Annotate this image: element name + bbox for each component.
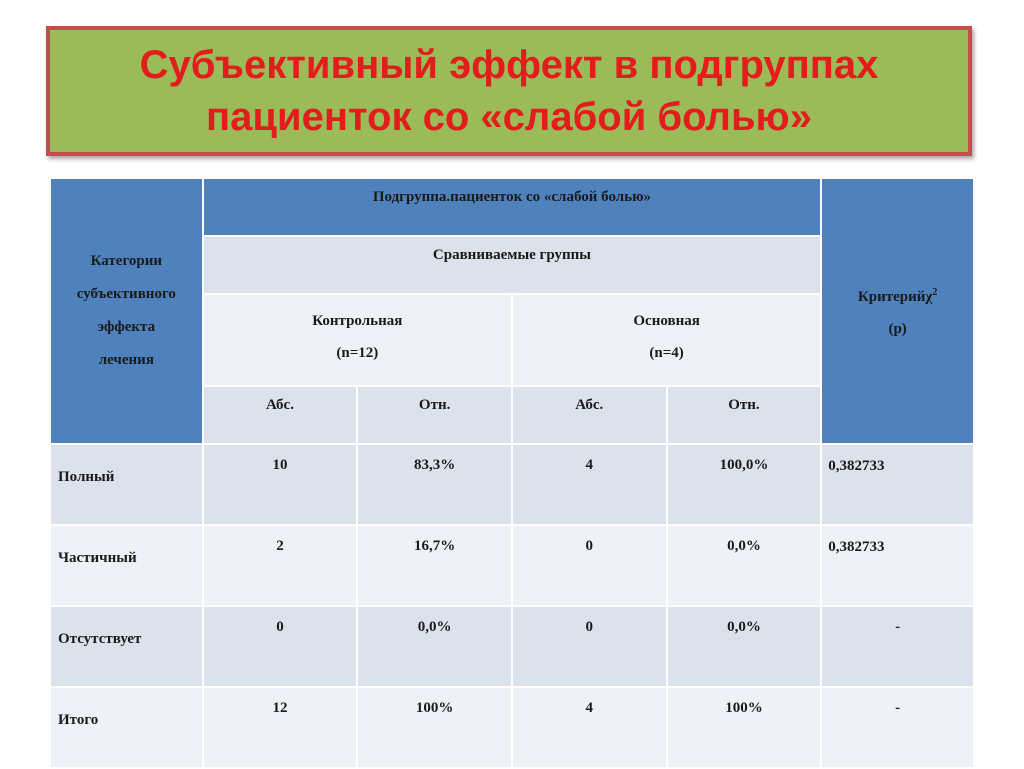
row-label: Полный xyxy=(51,445,202,524)
cell-main-rel: 0,0% xyxy=(668,526,821,605)
cell-main-rel: 100% xyxy=(668,688,821,767)
group-control-header: Контрольная (n=12) xyxy=(204,295,511,385)
cell-p-value: 0,382733 xyxy=(822,526,973,605)
cell-control-rel: 83,3% xyxy=(358,445,511,524)
criterion-header: Критерийχ$^2$ (p) xyxy=(822,179,973,443)
title-banner xyxy=(46,26,972,156)
cell-p-value: - xyxy=(822,688,973,767)
cell-main-abs: 4 xyxy=(513,688,666,767)
col-rel-main: Отн. xyxy=(668,387,821,443)
title-line-2: пациенток со «слабой болью» xyxy=(206,95,812,139)
cell-main-rel: 0,0% xyxy=(668,607,821,686)
cell-p-value: - xyxy=(822,607,973,686)
cell-control-rel: 0,0% xyxy=(358,607,511,686)
cell-control-abs: 0 xyxy=(204,607,357,686)
row-label: Частичный xyxy=(51,526,202,605)
results-table xyxy=(49,177,975,769)
cell-main-abs: 0 xyxy=(513,526,666,605)
category-header: Категории субъективного эффекта лечения xyxy=(51,179,202,443)
table-row xyxy=(51,607,973,686)
cell-control-rel: 100% xyxy=(358,688,511,767)
title-line-1: Субъективный эффект в подгруппах xyxy=(139,43,879,87)
table-row xyxy=(51,526,973,605)
cell-main-abs: 4 xyxy=(513,445,666,524)
compared-groups-header: Сравниваемые группы xyxy=(204,237,821,293)
cell-control-abs: 10 xyxy=(204,445,357,524)
table-row xyxy=(51,445,973,524)
table-row xyxy=(51,688,973,767)
col-abs-control: Абс. xyxy=(204,387,357,443)
group-main-header: Основная (n=4) xyxy=(513,295,820,385)
cell-p-value: 0,382733 xyxy=(822,445,973,524)
cell-control-abs: 12 xyxy=(204,688,357,767)
col-rel-control: Отн. xyxy=(358,387,511,443)
cell-main-abs: 0 xyxy=(513,607,666,686)
cell-main-rel: 100,0% xyxy=(668,445,821,524)
row-label: Итого xyxy=(51,688,202,767)
cell-control-rel: 16,7% xyxy=(358,526,511,605)
slide-title xyxy=(140,39,879,143)
col-abs-main: Абс. xyxy=(513,387,666,443)
subgroup-header: Подгруппа.пациенток со «слабой болью» xyxy=(204,179,821,235)
cell-control-abs: 2 xyxy=(204,526,357,605)
row-label: Отсутствует xyxy=(51,607,202,686)
